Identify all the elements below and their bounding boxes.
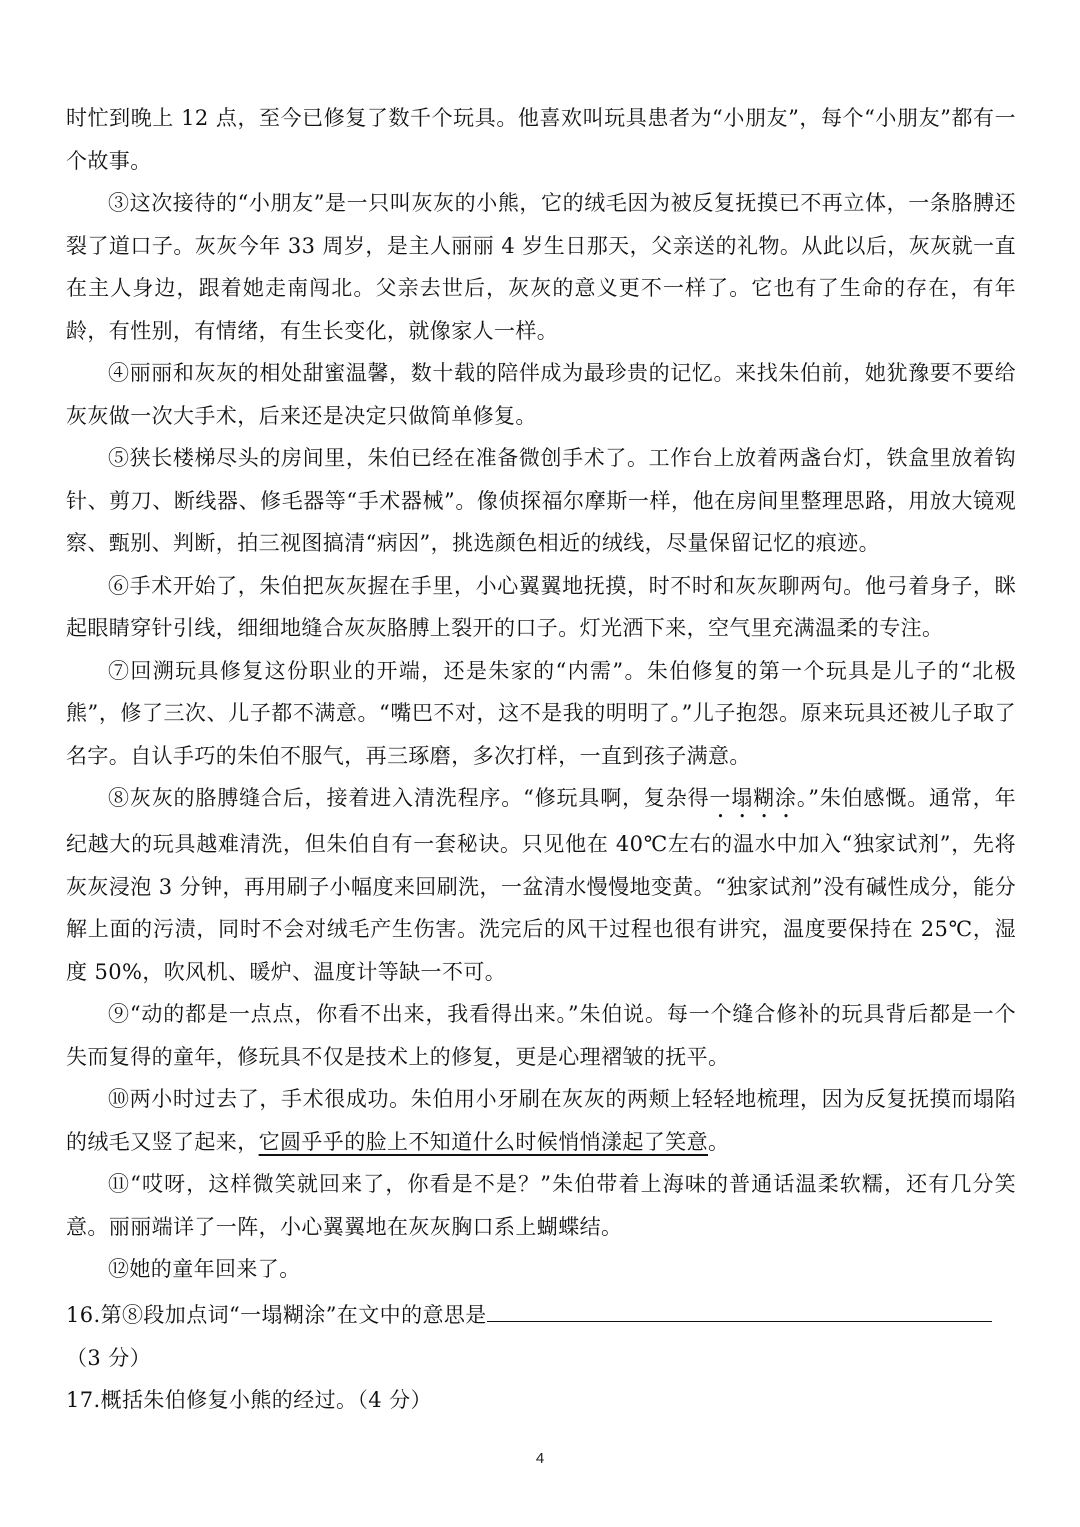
question-17-prompt: 17.概括朱伯修复小熊的经过。（4 分） [66,1388,432,1412]
paragraph-8-text-b: 。”朱伯感慨。通常，年纪越大的玩具越难清洗，但朱伯自有一套秘诀。只见他在 40℃左右的温水中加入“独家试剂”，先将灰灰浸泡 3 分钟，再用刷子小幅度来回刷洗，一盆清水慢慢地变黄。“独家试剂”没有碱性成分，能分解上面的污渍，同时不会对绒毛产生伤害。洗完后的风干过程也很有讲究，温度要保持在 25℃，湿度 50%，吹风机、暖炉、温度计等缺一不可。 [66,786,1017,984]
paragraph-11: ⑪“哎呀，这样微笑就回来了，你看是不是？”朱伯带着上海味的普通话温柔软糯，还有几分笑意。丽丽端详了一阵，小心翼翼地在灰灰胸口系上蝴蝶结。 [66,1172,1016,1239]
page-number: 4 [535,1450,545,1467]
answer-blank-16[interactable] [487,1299,992,1322]
paragraph-6: ⑥手术开始了，朱伯把灰灰握在手里，小心翼翼地抚摸，时不时和灰灰聊两句。他弓着身子，眯起眼睛穿针引线，细细地缝合灰灰胳膊上裂开的口子。灯光洒下来，空气里充满温柔的专注。 [66,573,1016,640]
question-16 [66,1294,1016,1379]
paragraph-8 [66,777,1016,993]
paragraph-4: ④丽丽和灰灰的相处甜蜜温馨，数十载的陪伴成为最珍贵的记忆。来找朱伯前，她犹豫要不要给灰灰做一次大手术，后来还是决定只做简单修复。 [66,361,1016,428]
paragraph-8-text-a: ⑧灰灰的胳膊缝合后，接着进入清洗程序。“修玩具啊，复杂得 [108,786,710,810]
paragraph-3: ③这次接待的“小朋友”是一只叫灰灰的小熊，它的绒毛因为被反复抚摸已不再立体，一条胳膊还裂了道口子。灰灰今年 33 周岁，是主人丽丽 4 岁生日那天，父亲送的礼物。从此以后，灰灰就一直在主人身边，跟着她走南闯北。父亲去世后，灰灰的意义更不一样了。它也有了生命的存在，有年龄，有性别，有情绪，有生长变化，就像家人一样。 [66,191,1016,343]
question-16-line [66,1294,1016,1337]
underlined-sentence: 它圆乎乎的脸上不知道什么时候悄悄漾起了笑意 [258,1129,709,1154]
paragraph-10-text-a: ⑩两小时过去了，手术很成功。朱伯用小牙刷在灰灰的两颊上轻轻地梳理，因为反复抚摸而塌陷的绒毛又竖了起来， [66,1087,1016,1154]
paragraph-continued: 时忙到晚上 12 点，至今已修复了数千个玩具。他喜欢叫玩具患者为“小朋友”，每个“小朋友”都有一个故事。 [66,106,1016,173]
dotted-phrase: 一塌糊涂 [709,786,797,810]
question-16-prompt: 16.第⑧段加点词“一塌糊涂”在文中的意思是 [66,1303,487,1327]
paragraph-5: ⑤狭长楼梯尽头的房间里，朱伯已经在准备微创手术了。工作台上放着两盏台灯，铁盒里放着钩针、剪刀、断线器、修毛器等“手术器械”。像侦探福尔摩斯一样，他在房间里整理思路，用放大镜观察、甄别、判断，拍三视图搞清“病因”，挑选颜色相近的绒线，尽量保留记忆的痕迹。 [66,446,1016,555]
question-16-score: （3 分） [66,1345,152,1370]
paragraph-12: ⑫她的童年回来了。 [108,1257,301,1281]
paragraph-10-text-b: 。 [708,1129,730,1154]
paragraph-9: ⑨“动的都是一点点，你看不出来，我看得出来。”朱伯说。每一个缝合修补的玩具背后都是一个失而复得的童年，修玩具不仅是技术上的修复，更是心理褶皱的抚平。 [66,1002,1016,1069]
paragraph-7: ⑦回溯玩具修复这份职业的开端，还是朱家的“内需”。朱伯修复的第一个玩具是儿子的“北极熊”，修了三次、儿子都不满意。“嘴巴不对，这不是我的明明了。”儿子抱怨。原来玩具还被儿子取了名字。自认手巧的朱伯不服气，再三琢磨，多次打样，一直到孩子满意。 [66,658,1016,768]
paragraph-10 [66,1078,1016,1163]
question-17 [66,1379,1016,1422]
reading-passage [66,97,1016,1291]
